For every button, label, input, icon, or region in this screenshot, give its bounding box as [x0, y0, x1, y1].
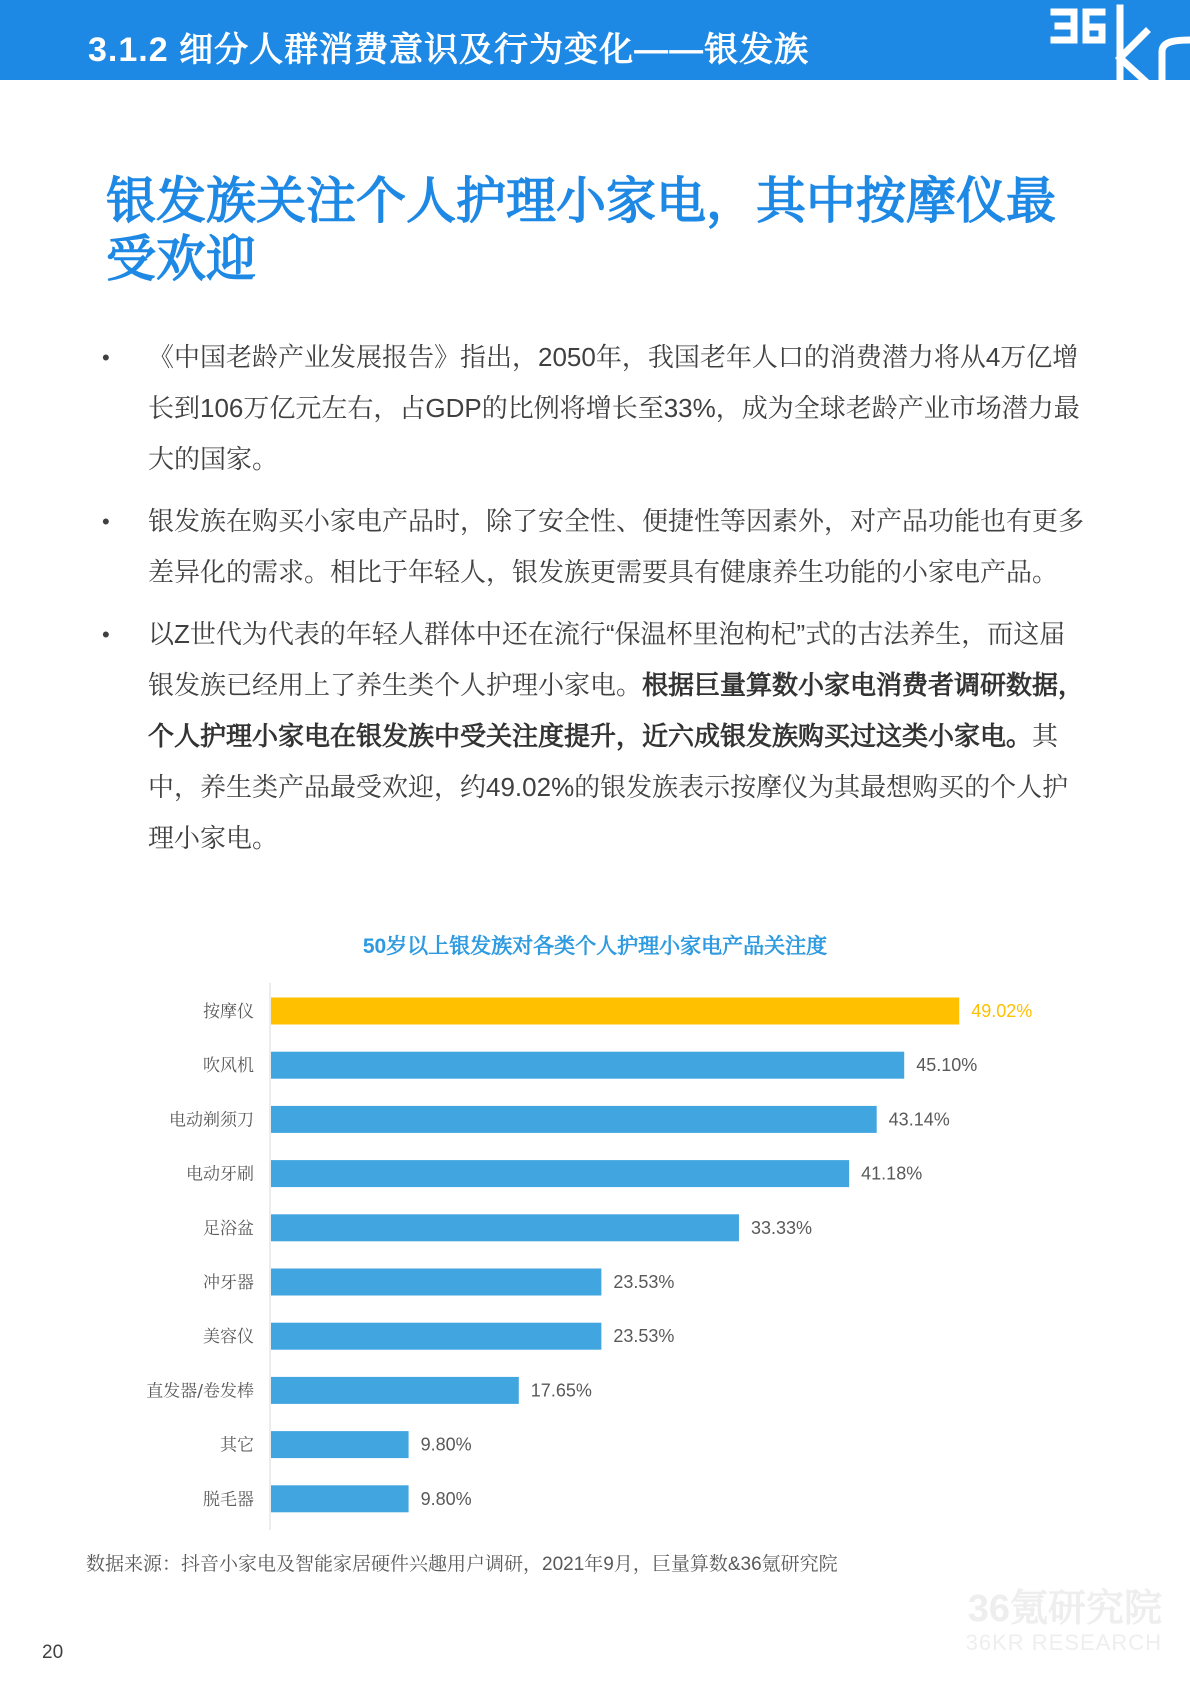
data-source: 数据来源：抖音小家电及智能家居硬件兴趣用户调研，2021年9月，巨量算数&36氪研究院: [86, 1554, 838, 1575]
value-label: 9.80%: [420, 1488, 472, 1509]
watermark-line-2: 36KR RESEARCH: [965, 1630, 1162, 1655]
chart-title: 50岁以上银发族对各类个人护理小家电产品关注度: [362, 935, 828, 958]
category-label: 美容仪: [203, 1327, 254, 1348]
bullet-dot: •: [102, 509, 110, 534]
category-label: 脱毛器: [203, 1489, 254, 1510]
bullet-item-3: [100, 609, 1090, 864]
bar-3: [271, 1106, 877, 1133]
watermark: [966, 1588, 1162, 1656]
value-label: 49.02%: [971, 1001, 1033, 1021]
bullet-dot: •: [102, 622, 110, 647]
bullet-text: 《中国老龄产业发展报告》指出，2050年，我国老年人口的消费潜力将从4万亿增长到106万亿元左右，占GDP的比例将增长至33%，成为全球老龄产业市场潜力最大的国家。: [148, 342, 1080, 474]
category-label: 吹风机: [203, 1056, 254, 1077]
value-label: 23.53%: [613, 1326, 675, 1347]
category-label: 电动剃须刀: [169, 1110, 254, 1131]
bar-2: [271, 1052, 904, 1079]
category-label: 直发器/卷发棒: [146, 1381, 254, 1402]
bullet-item-2: [100, 496, 1090, 598]
bar-9: [271, 1431, 409, 1458]
bullet-text: 银发族在购买小家电产品时，除了安全性、便捷性等因素外，对产品功能也有更多差异化的需求。相比于年轻人，银发族更需要具有健康养生功能的小家电产品。: [148, 506, 1085, 587]
watermark-line-1: 36氪研究院: [967, 1588, 1162, 1630]
36kr-logo: [1040, 0, 1190, 80]
main-title: 银发族关注个人护理小家电，其中按摩仪最受欢迎: [106, 173, 1056, 287]
bullet-list: [100, 332, 1090, 875]
value-label: 41.18%: [861, 1163, 923, 1184]
bar-8: [271, 1377, 519, 1404]
bar-chart: [0, 975, 1190, 1530]
section-title: 3.1.2 细分人群消费意识及行为变化——银发族: [88, 31, 810, 69]
bullet-dot: •: [102, 345, 110, 370]
category-label: 按摩仪: [203, 1002, 254, 1022]
bar-1: [271, 998, 959, 1025]
bullet-text-regular: 其中，养生类产品最受欢迎，约49.02%的银发族表示按摩仪为其最想购买的个人护理小家电。: [148, 721, 1069, 853]
bullet-item-1: [100, 332, 1090, 485]
value-label: 43.14%: [888, 1109, 950, 1130]
bar-4: [271, 1160, 849, 1187]
bullet-text-regular: 以Z世代为代表的年轻人群体中还在流行“保温杯里泡枸杞”式的古法养生，而这届银发族已经用上了养生类个人护理小家电。: [148, 619, 1066, 700]
bar-7: [271, 1323, 601, 1350]
value-label: 45.10%: [916, 1055, 978, 1076]
bar-5: [271, 1214, 739, 1241]
page-number: 20: [42, 1642, 64, 1663]
value-label: 33.33%: [750, 1217, 813, 1238]
category-label: 电动牙刷: [186, 1164, 254, 1185]
category-label: 冲牙器: [203, 1273, 254, 1293]
value-label: 17.65%: [530, 1380, 592, 1401]
bar-10: [271, 1485, 409, 1512]
value-label: 9.80%: [420, 1434, 472, 1455]
value-label: 23.53%: [613, 1272, 675, 1292]
category-label: 足浴盆: [203, 1218, 254, 1239]
bar-6: [271, 1269, 601, 1296]
header-bar: [0, 0, 1190, 80]
category-label: 其它: [220, 1435, 254, 1456]
bullet-text-bold: 根据巨量算数小家电消费者调研数据，个人护理小家电在银发族中受关注度提升，近六成银发族购买过这类小家电。: [148, 670, 1085, 751]
